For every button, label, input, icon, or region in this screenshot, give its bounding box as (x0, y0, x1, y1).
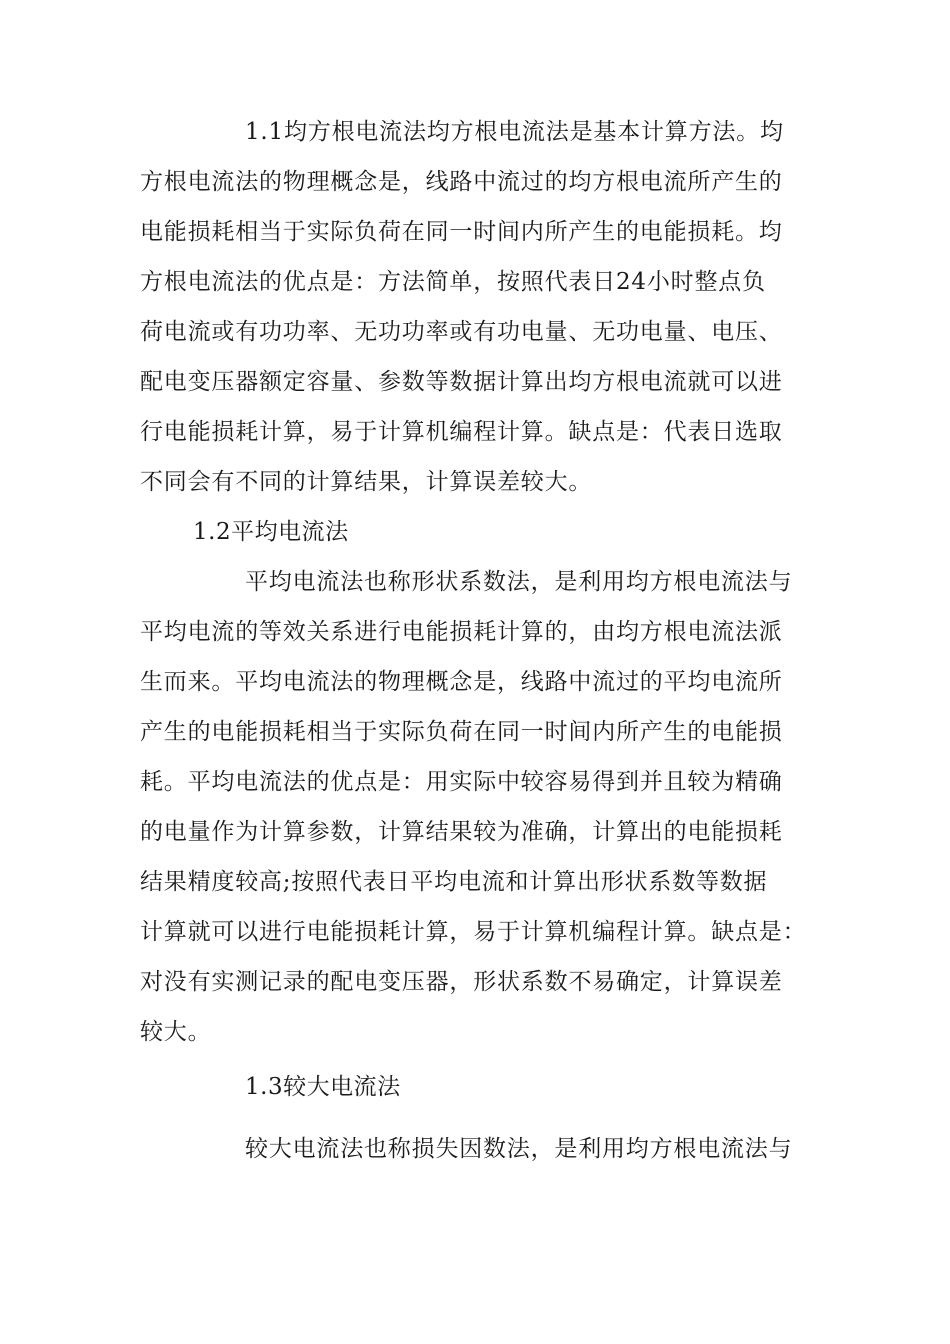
section-1-2-heading: 1.2平均电流法 (193, 519, 349, 545)
section-1-2-line-8: 计算就可以进行电能损耗计算，易于计算机编程计算。缺点是： (140, 919, 807, 945)
section-1-2-line-3: 生而来。平均电流法的物理概念是，线路中流过的平均电流所 (140, 669, 783, 695)
section-1-1-line-3: 电能损耗相当于实际负荷在同一时间内所产生的电能损耗。均 (140, 219, 783, 245)
section-1-2-line-4: 产生的电能损耗相当于实际负荷在同一时间内所产生的电能损 (140, 719, 783, 745)
section-1-2-line-2: 平均电流的等效关系进行电能损耗计算的，由均方根电流法派 (140, 619, 783, 645)
section-1-1-line-4: 方根电流法的优点是：方法简单，按照代表日24小时整点负 (140, 269, 766, 295)
section-1-1-line-1: 1.1均方根电流法均方根电流法是基本计算方法。均 (245, 119, 784, 145)
section-1-2-line-6: 的电量作为计算参数，计算结果较为准确，计算出的电能损耗 (140, 819, 783, 845)
section-1-1-line-6: 配电变压器额定容量、参数等数据计算出均方根电流就可以进 (140, 369, 783, 395)
section-1-2-line-7: 结果精度较高;按照代表日平均电流和计算出形状系数等数据 (140, 869, 768, 895)
section-1-2-line-5: 耗。平均电流法的优点是：用实际中较容易得到并且较为精确 (140, 769, 783, 795)
section-1-1-line-7: 行电能损耗计算，易于计算机编程计算。缺点是：代表日选取 (140, 419, 783, 445)
section-1-2-line-10: 较大。 (140, 1019, 212, 1045)
section-1-3-heading: 1.3较大电流法 (245, 1074, 401, 1100)
section-1-1-line-8: 不同会有不同的计算结果，计算误差较大。 (140, 469, 593, 495)
section-1-1-line-2: 方根电流法的物理概念是，线路中流过的均方根电流所产生的 (140, 169, 783, 195)
section-1-2-line-1: 平均电流法也称形状系数法，是利用均方根电流法与 (245, 569, 793, 595)
section-1-2-line-9: 对没有实测记录的配电变压器，形状系数不易确定，计算误差 (140, 969, 783, 995)
section-1-3-line-1: 较大电流法也称损失因数法，是利用均方根电流法与 (245, 1136, 793, 1162)
section-1-1-line-5: 荷电流或有功功率、无功功率或有功电量、无功电量、电压、 (140, 319, 783, 345)
